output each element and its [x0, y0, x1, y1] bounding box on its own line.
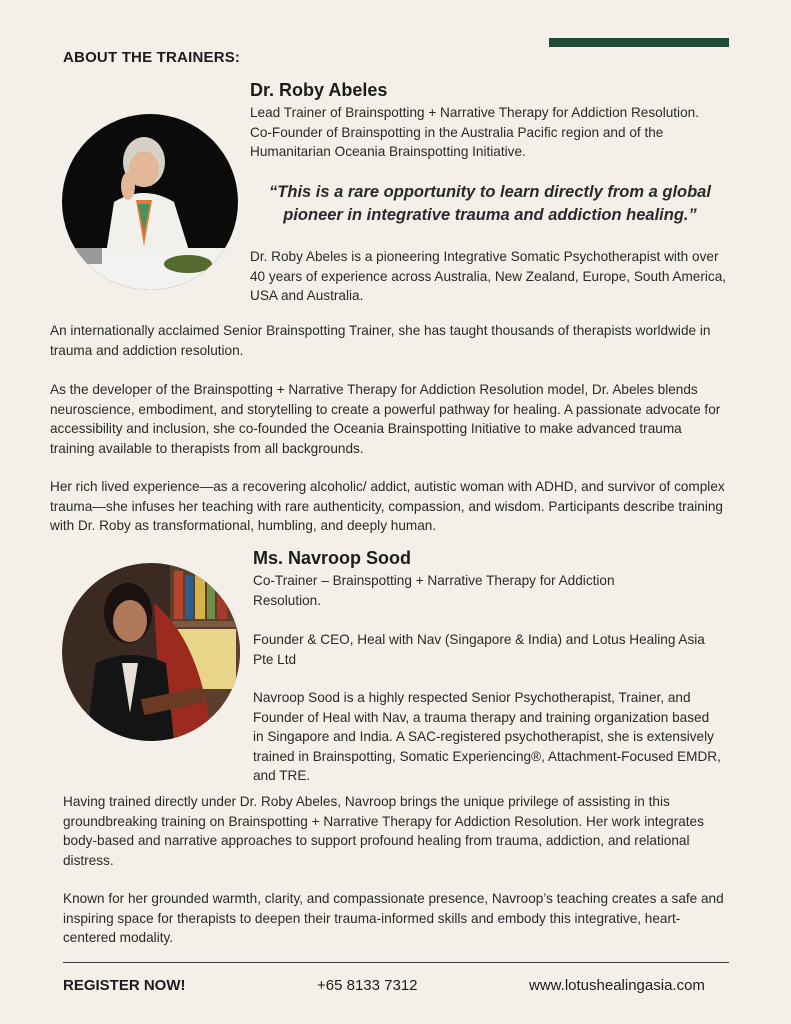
trainer1-quote: “This is a rare opportunity to learn directly from a global pioneer in integrative trauma and addiction healing.”: [269, 183, 711, 224]
trainer1-role: Lead Trainer of Brainspotting + Narrative Therapy for Addiction Resolution. Co-Founder of Brainspotting in the Australia Pacific region and of the Humanitarian Oceania Brainspotting Initiative.: [250, 105, 699, 160]
trainer1-photo: [62, 114, 238, 290]
portrait-navroop-icon: [62, 563, 240, 741]
register-button[interactable]: REGISTER NOW!: [63, 977, 186, 994]
trainer2-name: Ms. Navroop Sood: [253, 548, 412, 568]
trainer1-bio-experience: Her rich lived experience—as a recovering alcoholic/ addict, autistic woman with ADHD, and survivor of complex trauma—she infuses her teaching with rare authenticity, compassion, and wisdom. Participants describe training with Dr. Roby as transformational, humbling, and deeply human.: [50, 479, 725, 534]
section-title: ABOUT THE TRAINERS:: [63, 49, 241, 66]
accent-bar: [549, 38, 729, 47]
website-link[interactable]: www.lotushealingasia.com: [529, 977, 705, 994]
trainer1-bio-acclaim: An internationally acclaimed Senior Brainspotting Trainer, she has taught thousands of therapists worldwide in trauma and addiction resolution.: [50, 323, 711, 358]
trainer1-bio-intro: Dr. Roby Abeles is a pioneering Integrative Somatic Psychotherapist with over 40 years of experience across Australia, New Zealand, Europe, South America, USA and Australia.: [250, 249, 727, 304]
portrait-roby-icon: [62, 114, 238, 290]
trainer2-bio-teaching: Known for her grounded warmth, clarity, and compassionate presence, Navroop’s teaching creates a safe and inspiring space for therapists to deepen their trauma-informed skills and embody this integrative, heart-centered modality.: [63, 891, 724, 946]
trainer1-bio-model: As the developer of the Brainspotting + Narrative Therapy for Addiction Resolution model, Dr. Abeles blends neuroscience, embodiment, and storytelling to create a powerful pathway for healing. A passionate advocate for accessibility and inclusion, she co-founded the Oceania Brainspotting Initiative to make advanced trauma training available to therapists from all backgrounds.: [50, 382, 721, 456]
trainer2-photo: [62, 563, 240, 741]
trainer2-role: Co-Trainer – Brainspotting + Narrative Therapy for Addiction Resolution.: [253, 573, 615, 608]
trainer2-bio-training: Having trained directly under Dr. Roby Abeles, Navroop brings the unique privilege of assisting in this groundbreaking training on Brainspotting + Narrative Therapy for Addiction Resolution. Her work integrates body-based and narrative approaches to support profound healing from trauma, addiction, and relational distress.: [63, 794, 704, 868]
phone-link[interactable]: +65 8133 7312: [317, 977, 418, 994]
trainer2-bio-intro: Navroop Sood is a highly respected Senior Psychotherapist, Trainer, and Founder of Heal with Nav, a trauma therapy and training organization based in Singapore and India. A SAC-registered psychotherapist, she is extensively trained in Brainspotting, Somatic Experiencing®, Attachment-Focused EMDR, and TRE.: [253, 690, 721, 784]
footer-divider: [63, 962, 729, 963]
trainer1-name: Dr. Roby Abeles: [250, 80, 388, 100]
trainer2-founder: Founder & CEO, Heal with Nav (Singapore & India) and Lotus Healing Asia Pte Ltd: [253, 632, 705, 667]
